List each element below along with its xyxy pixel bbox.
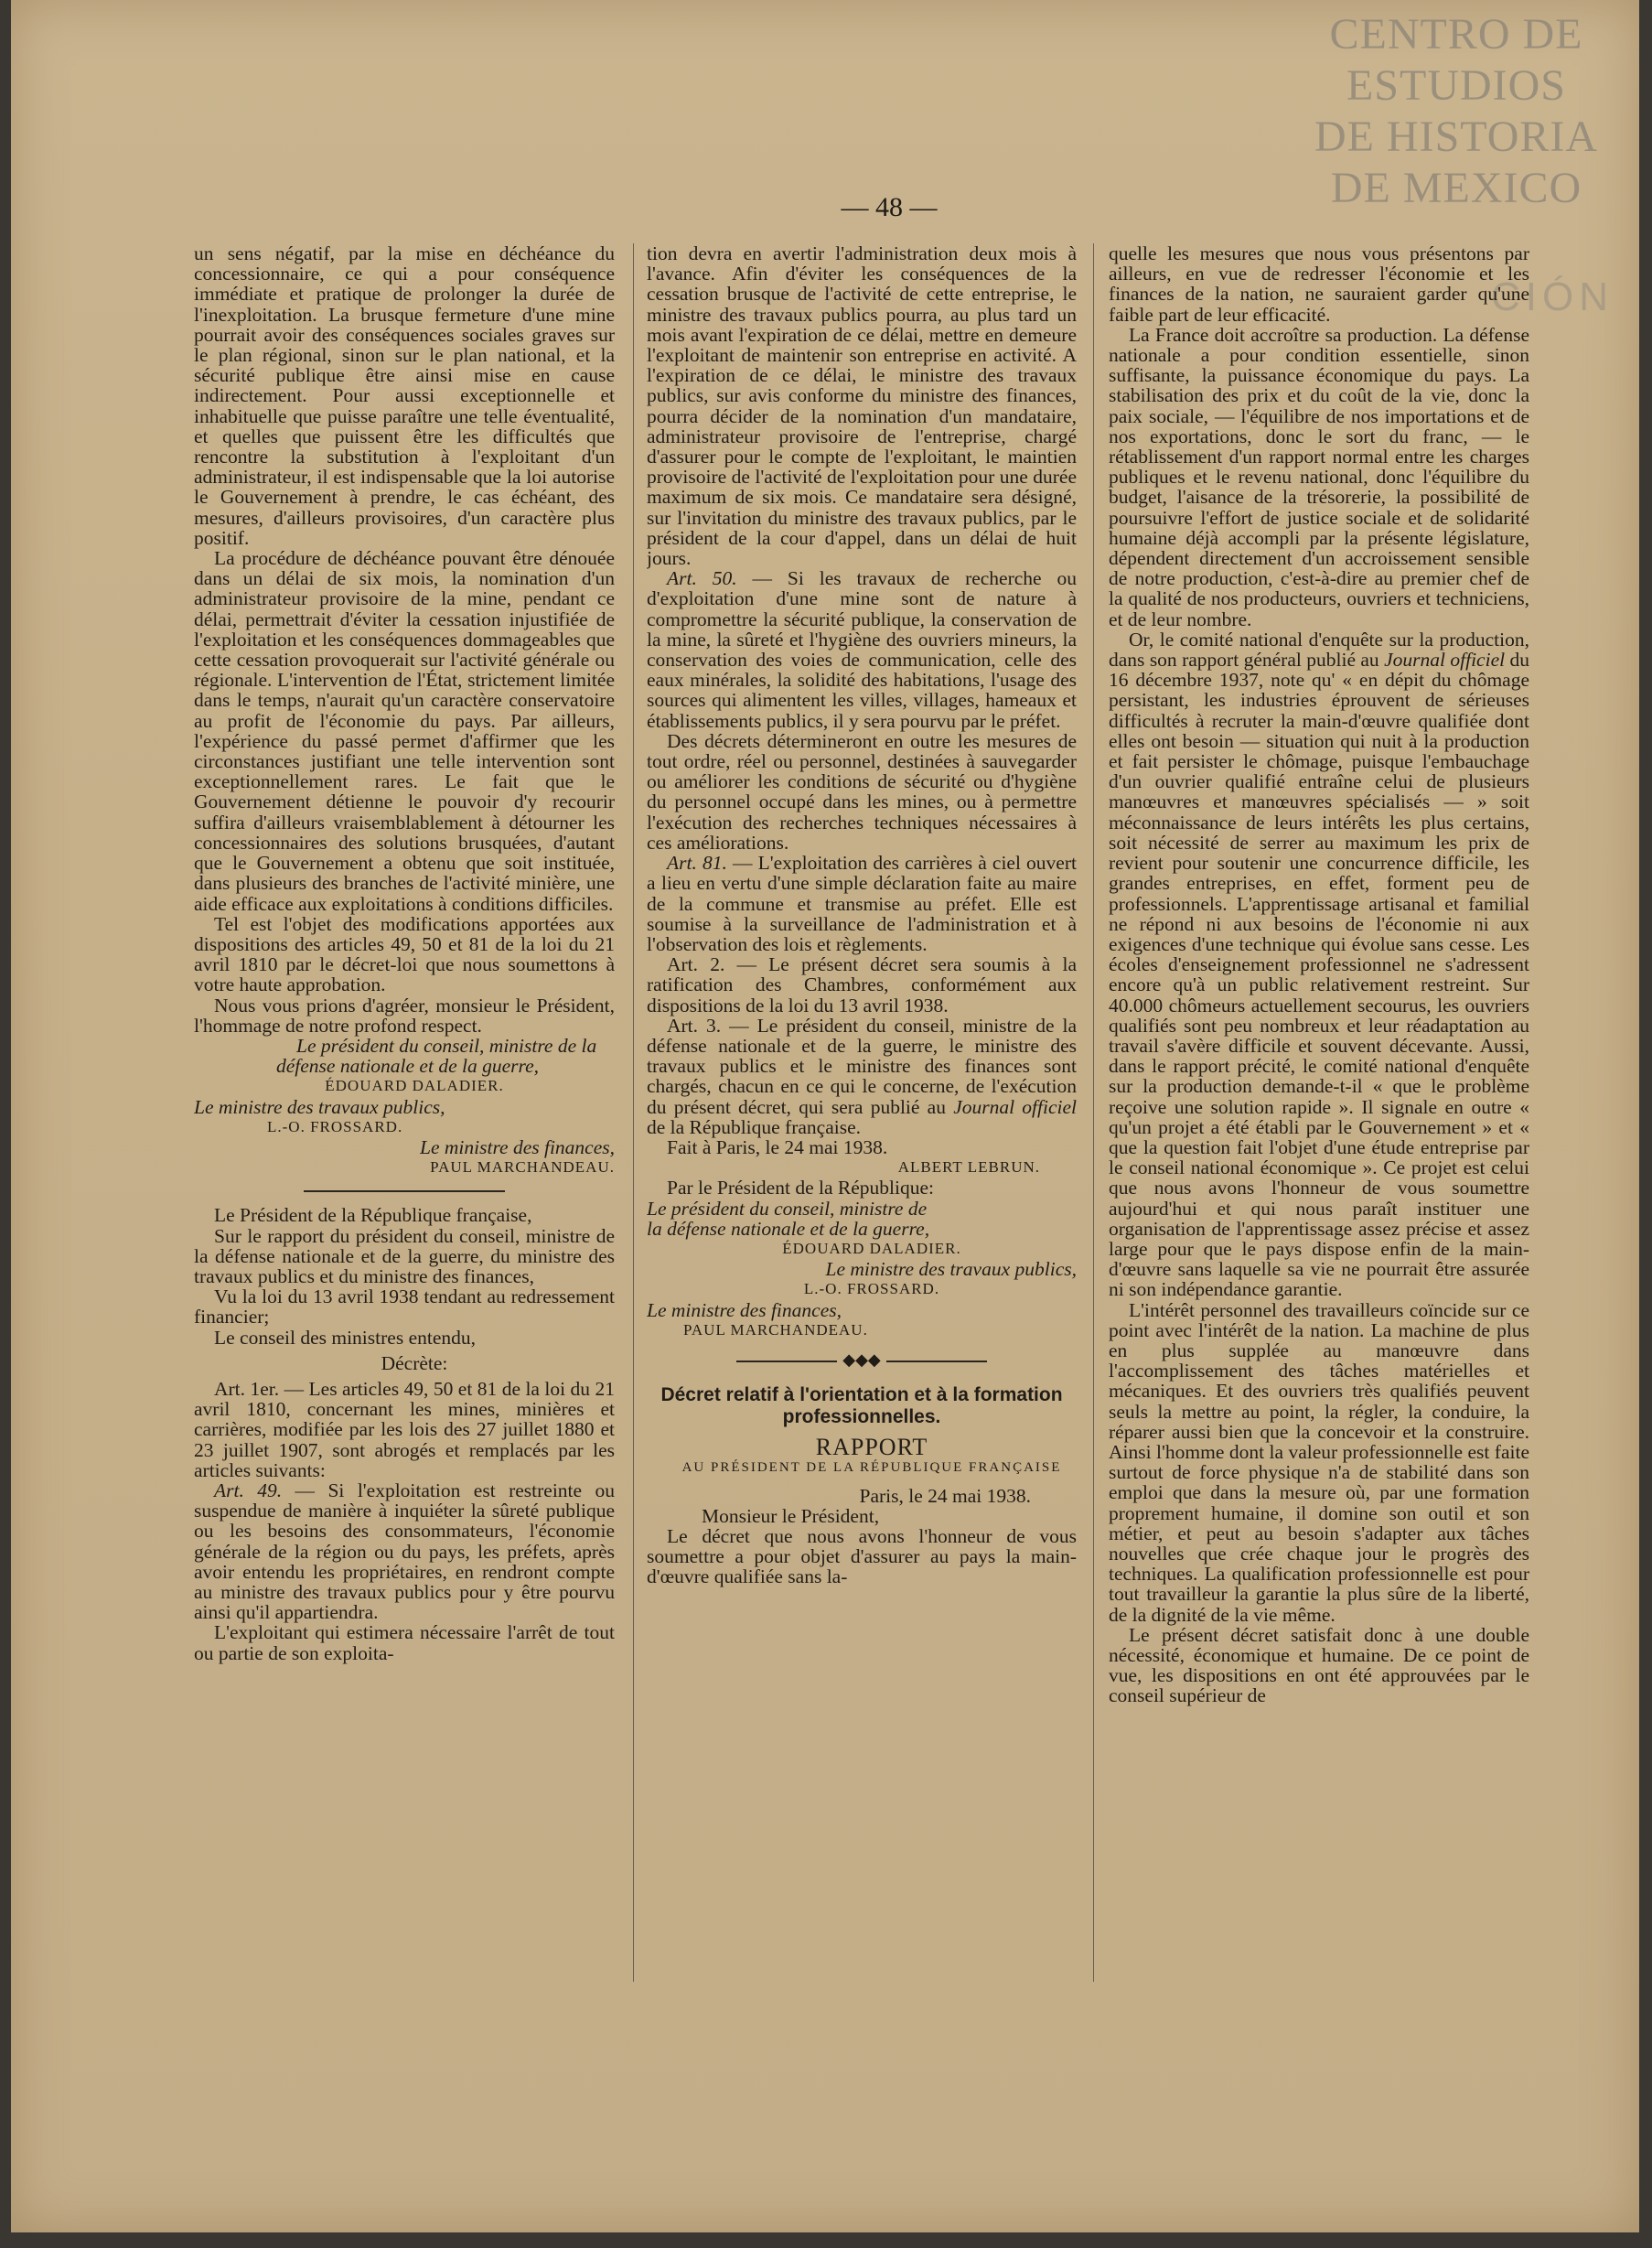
signature-title: Le ministre des finances,	[647, 1298, 842, 1321]
paragraph: Tel est l'objet des modifications apportées aux dispositions des articles 49, 50 et 81 de la loi du 21 avril 1810 par le décret-loi que nous soumettons à votre haute approbation.	[194, 912, 615, 996]
signature-name: PAUL MARCHANDEAU.	[683, 1320, 868, 1339]
ornament-divider: ◆◆◆	[647, 1350, 1077, 1370]
paragraph: L'intérêt personnel des travailleurs coïncide sur ce point avec l'intérêt de la nation. La machine de plus en plus supplée au manœuvre dans l'accomplissement des tâches matérielles et mécaniques. Et des ouvriers très qualifiés peuvent seuls la mettre au point, la régler, la conduire, la réparer aussi bien que la concevoir et la construire. Ainsi l'homme dont la valeur professionnelle est faite surtout de force physique n'a de stabilité dans son emploi que dans la mesure où, par une formation proprement humaine, il domine son outil et son métier, et peut au besoin s'adapter aux tâches nouvelles que crée chaque jour le progrès des techniques. La qualification professionnelle est pour tout travailleur la garantie la plus sûre de la liberté, de la dignité de la vie même.	[1109, 1298, 1529, 1626]
decrete-label: Décrète:	[381, 1351, 448, 1374]
paragraph: Vu la loi du 13 avril 1938 tendant au redressement financier;	[194, 1285, 615, 1328]
rapport-subtitle: AU PRÉSIDENT DE LA RÉPUBLIQUE FRANÇAISE	[681, 1460, 1062, 1476]
watermark-line: DE HISTORIA	[1314, 113, 1599, 161]
salutation: Monsieur le Président,	[702, 1504, 880, 1527]
article-text: — Si les travaux de recherche ou d'exploitation d'une mine sont de nature à compromettre la sécurité publique, la conservation de la mine, la sûreté et l'hygiène des ouvriers mineurs, la conservation des voies de communication, celle des eaux minérales, la solidité des habitations, l'usage des sources qui alimentent les villes, villages, hameaux et établissements publics, il y sera pourvu par le préfet.	[647, 567, 1077, 732]
date-line: Paris, le 24 mai 1938.	[859, 1484, 1031, 1507]
column-right	[1109, 243, 1529, 2159]
paragraph: tion devra en avertir l'administration deux mois à l'avance. Afin d'éviter les conséquences de la cessation brusque de l'activité de cette entreprise, le ministre des travaux publics pourra, au plus tard un mois avant l'expiration de ce délai, mettre en demeure l'exploitant de maintenir son entreprise en activité. A l'expiration de ce délai, le ministre des travaux publics, sur avis conforme du ministre des finances, pourra décider de la nomination d'un mandataire, administrateur provisoire de l'entreprise, chargé d'assurer pour le compte de l'exploitant, le maintien provisoire de l'activité de l'exploitation pour une durée maximum de six mois. Ce mandataire sera désigné, sur l'invitation du ministre des travaux publics, par le président de la cour d'appel, dans un délai de huit jours.	[647, 243, 1077, 570]
paragraph: quelle les mesures que nous vous présentons par ailleurs, en vue de redresser l'économie et les finances de la nation, ne sauraient garder qu'une faible part de leur efficacité.	[1109, 243, 1529, 326]
paragraph: Le conseil des ministres entendu,	[214, 1326, 476, 1349]
paragraph: Le Président de la République française,	[214, 1204, 532, 1227]
column-middle	[647, 243, 1077, 2159]
paragraph: La procédure de déchéance pouvant être dénouée dans un délai de six mois, la nomination d'un administrateur provisoire de la mine, pendant ce délai, permettrait d'éviter la cessation injustifiée de l'exploitation et les conséquences dommageables que cette cessation provoquerait sur l'activité générale ou régionale. L'intervention de l'État, strictement limitée dans le temps, n'aurait qu'un caractère conservatoire au profit de l'économie du pays. Par ailleurs, l'expérience du passé permet d'affirmer que les circonstances justifiant une telle intervention sont exceptionnellement rares. Le fait que le Gouvernement détienne le pouvoir d'y recourir suffira d'ailleurs vraisemblablement à détourner les concessionnaires des solutions brusquées, d'autant que le Gouvernement a obtenu que soit instituée, dans plusieurs des branches de l'activité minière, une aide efficace aux exploitations à conditions difficiles.	[194, 547, 615, 915]
paragraph-text: du 16 décembre 1937, note qu' « en dépit du chômage persistant, les industries éprouvent de sérieuses difficultés à recruter la main-d'œuvre qualifiée dont elles ont besoin — situation qui nuit à la production et fait persister le chômage, puisque l'embauchage d'un ouvrier qualifié entraîne celui de plusieurs manœuvres et manœuvres spécialisés — » soit méconnaissance de leurs intérêts les plus certains, soit nécessité de serrer au maximum les prix de revient pour soutenir une concurrence difficile, les grandes entreprises, en effet, forment peu de professionnels. L'apprentissage artisanal et familial ne répond ni aux besoins de l'économie ni aux exigences d'une technique qui évolue sans cesse. Les écoles d'enseignement professionnel ne s'adressent encore qu'à un public relativement restreint. Sur 40.000 chômeurs actuellement secourus, les ouvriers qualifiés sont peu nombreux et leur réadaptation au travail s'avère difficile et souvent décevante. Aussi, dans le rapport précité, le comité national d'enquête sur la production demande-t-il « que le problème reçoive une solution rapide ». Il signale en outre « qu'un projet a été établi par le Gouvernement » et « que la question fait l'objet d'une étude entreprise par le conseil national économique ». Ce projet est celui que nous avons l'honneur de vous soumettre aujourd'hui et qui nous paraît instituer une organisation de l'apprentissage assez précise et assez large pour que le pays dispose enfin de la main-d'œuvre sans laquelle sa vie ne pourrait être assurée ni son indépendance garantie.	[1109, 649, 1529, 1301]
signature-title: Le ministre des finances,	[420, 1135, 615, 1158]
article	[647, 568, 1077, 731]
journal-officiel: Journal officiel	[953, 1095, 1077, 1118]
journal-officiel: Journal officiel	[1384, 649, 1506, 672]
signature-title: Le président du conseil, ministre de la défense nationale et de la guerre,	[276, 1034, 597, 1078]
article	[647, 853, 1077, 954]
column-left	[194, 243, 615, 2159]
watermark-line: DE MEXICO	[1330, 164, 1582, 212]
paragraph: Le décret que nous avons l'honneur de vous soumettre a pour objet d'assurer au pays la main-d'œuvre qualifiée sans la-	[647, 1524, 1077, 1588]
page-number: — 48 —	[841, 192, 938, 222]
signature-title: Le président du conseil, ministre de la défense nationale et de la guerre,	[647, 1197, 930, 1240]
article-text: de la République française.	[647, 1115, 862, 1138]
paragraph: un sens négatif, par la mise en déchéance du concessionnaire, ce qui a pour conséquence immédiate et pratique de prolonger la durée de l'inexploitation. La brusque fermeture d'une mine pourrait avoir des conséquences sociales graves sur le plan régional, sinon sur le plan national, et la sécurité publique être ainsi mise en cause indirectement. Pour aussi exceptionnelle et inhabituelle que puisse paraître une telle éventualité, et quelles que puissent être les difficultés que rencontre la substitution à l'exploitant d'un administrateur, il est indispensable que la loi autorise le Gouvernement à prendre, le cas échéant, des mesures, d'ailleurs provisoires, d'un caractère plus positif.	[194, 243, 615, 549]
article-text: — Les articles 49, 50 et 81 de la loi du 21 avril 1810, concernant les mines, minières et carrières, modifiée par les lois des 27 juillet 1880 et 23 juillet 1907, sont abrogés et remplacés par les articles suivants:	[194, 1377, 615, 1481]
paragraph-text: Or, le comité national d'enquête sur la production, dans son rapport général publié au	[1109, 628, 1529, 672]
article	[194, 1379, 615, 1480]
paragraph: Fait à Paris, le 24 mai 1938.	[667, 1135, 888, 1158]
decree-heading: Décret relatif à l'orientation et à la formation professionnelles.	[660, 1384, 1063, 1428]
article-label: Art. 81.	[667, 852, 727, 875]
paragraph: Nous vous prions d'agréer, monsieur le Président, l'hommage de notre profond respect.	[194, 994, 615, 1037]
signature-name: ÉDOUARD DALADIER.	[782, 1239, 961, 1257]
article-text: Art. 3. — Le président du conseil, ministre de la défense nationale et de la guerre, le ministre des travaux publics et le ministre des finances sont chargés, chacun en ce qui le concerne, de l'exécution du présent décret, qui sera publié au	[647, 1014, 1077, 1118]
article	[194, 1480, 615, 1622]
paragraph: La France doit accroître sa production. La défense nationale a pour condition essentielle, sinon suffisante, la puissance économique du pays. La stabilisation des prix et du coût de la vie, donc la paix sociale, — l'équilibre de nos importations et de nos exportations, donc le sort du franc, — le rétablissement d'un rapport normal entre les charges publiques et le revenu national, donc l'équilibre du budget, l'aisance de la trésorerie, la possibilité de poursuivre l'effort de justice sociale et de solidarité humaine déjà accompli par la présente législature, dépendent directement d'un accroissement sensible de notre production, c'est-à-dire au premier chef de la qualité de nos producteurs, ouvriers et techniciens, et de leur nombre.	[1109, 323, 1529, 630]
article-label: Art. 49.	[214, 1479, 283, 1501]
article: Art. 2. — Le présent décret sera soumis à la ratification des Chambres, conformément aux dispositions de la loi du 13 avril 1938.	[647, 953, 1077, 1016]
signature-name: PAUL MARCHANDEAU.	[430, 1158, 615, 1177]
paragraph: Le présent décret satisfait donc à une double nécessité, économique et humaine. De ce point de vue, les dispositions en ont été approuvées par le conseil supérieur de	[1109, 1623, 1529, 1707]
section-rule	[304, 1190, 505, 1192]
article	[647, 1016, 1077, 1137]
newspaper-page	[11, 0, 1639, 2232]
article-text: — L'exploitation des carrières à ciel ouvert a lieu en vertu d'une simple déclaration faite au maire de la commune et transmise au préfet. Elle est soumise à la surveillance de l'administration et à l'observation des lois et règlements.	[647, 852, 1077, 955]
signature-title: Le ministre des travaux publics,	[825, 1258, 1077, 1281]
signature-title: Le ministre des travaux publics,	[194, 1095, 445, 1118]
article-label: Art. 1er.	[214, 1377, 280, 1400]
column-rule	[1093, 243, 1094, 1982]
signature-name: ALBERT LEBRUN.	[897, 1158, 1040, 1177]
article-text: — Si l'exploitation est restreinte ou suspendue de manière à inquiéter la sûreté publique ou les besoins des consommateurs, l'économie générale de la région ou du pays, les préfets, après avoir entendu les propriétaires, en rendront compte au ministre des travaux publics pour y être pourvu ainsi qu'il appartiendra.	[194, 1479, 615, 1624]
signature-name: L.-O. FROSSARD.	[803, 1280, 940, 1298]
signature-name: L.-O. FROSSARD.	[267, 1117, 403, 1135]
paragraph	[1109, 629, 1529, 1300]
paragraph: Sur le rapport du président du conseil, ministre de la défense nationale et de la guerre, du ministre des travaux publics et du ministre des finances,	[194, 1224, 615, 1287]
column-rule	[633, 243, 634, 1982]
watermark-line: CENTRO DE	[1329, 10, 1583, 59]
signature-name: ÉDOUARD DALADIER.	[325, 1077, 504, 1095]
paragraph: Des décrets détermineront en outre les mesures de tout ordre, réel ou personnel, destinées à sauvegarder ou améliorer les conditions de sécurité ou d'hygiène du personnel occupé dans les mines, ou à permettre l'exécution des recherches techniques nécessaires à ces améliorations.	[647, 729, 1077, 854]
watermark-line: ESTUDIOS	[1346, 61, 1566, 110]
watermark-tail: CIÓN	[1491, 274, 1614, 319]
rapport-title: RAPPORT	[815, 1434, 928, 1461]
paragraph: Par le Président de la République:	[667, 1177, 934, 1199]
archive-watermark	[1292, 9, 1621, 214]
paragraph: L'exploitant qui estimera nécessaire l'arrêt de tout ou partie de son exploita-	[194, 1621, 615, 1664]
article-label: Art. 50.	[667, 567, 737, 590]
